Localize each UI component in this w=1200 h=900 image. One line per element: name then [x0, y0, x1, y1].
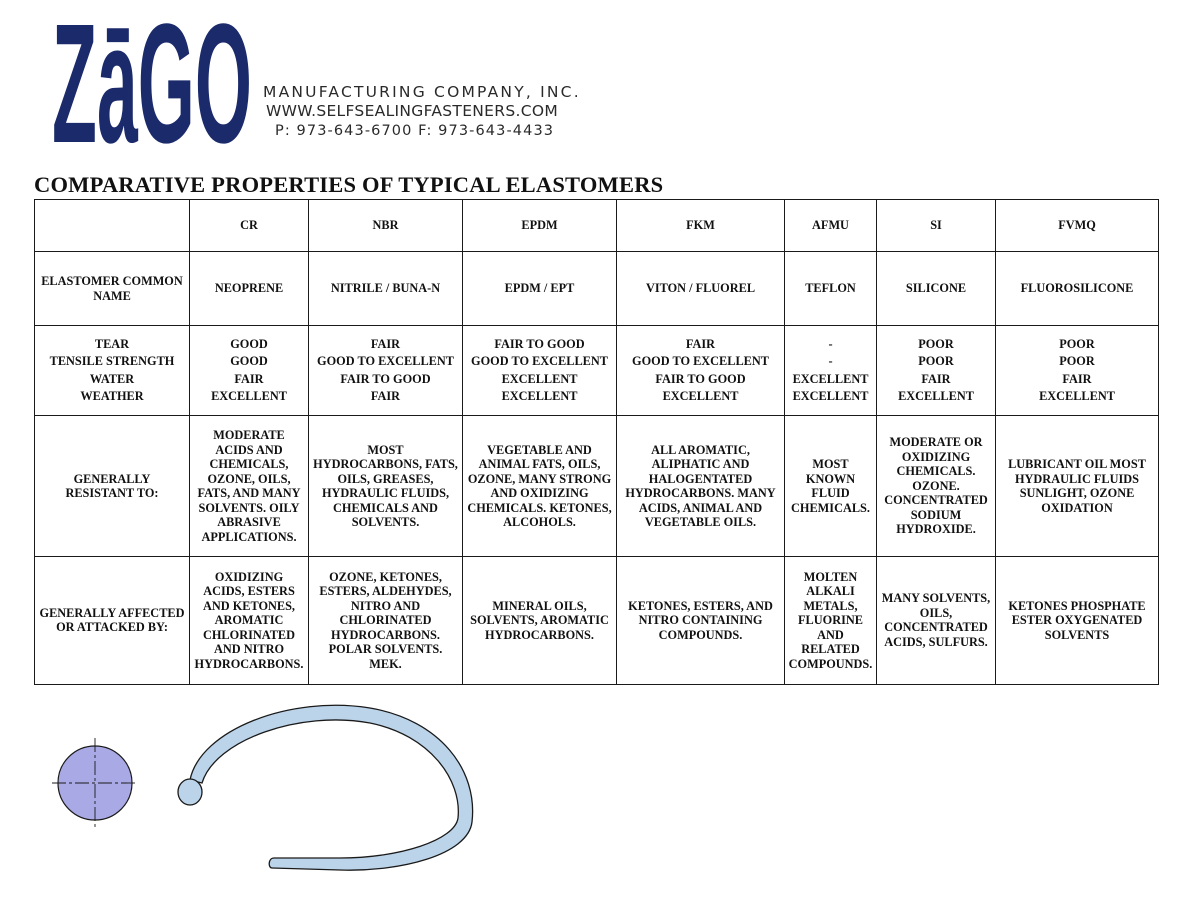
- affected-afmu: MOLTEN ALKALI METALS, FLUORINE AND RELATED COMPOUNDS.: [785, 556, 877, 684]
- common-name-fkm: VITON / FLUOREL: [617, 252, 785, 326]
- split-ring-end: [178, 779, 202, 805]
- common-name-row: [35, 252, 1159, 326]
- si-tear: POOR: [918, 336, 954, 351]
- common-name-fvmq: FLUOROSILICONE: [996, 252, 1159, 326]
- company-name: MANUFACTURING COMPANY, INC.: [263, 83, 581, 101]
- fkm-tear: FAIR: [685, 336, 716, 351]
- column-header-si: SI: [877, 200, 996, 252]
- cr-water: FAIR: [234, 371, 264, 386]
- properties-fkm: [617, 326, 785, 416]
- epdm-water: EXCELLENT: [501, 371, 578, 386]
- resistant-si: MODERATE OR OXIDIZING CHEMICALS. OZONE. CONCENTRATED SODIUM HYDROXIDE.: [877, 416, 996, 556]
- row-label-common-name: ELASTOMER COMMON NAME: [35, 252, 190, 326]
- header-row: [35, 200, 1159, 252]
- resistant-cr: MODERATE ACIDS AND CHEMICALS, OZONE, OILS, FATS, AND MANY SOLVENTS. OILY ABRASIVE APPLICATIONS.: [190, 416, 309, 556]
- si-tensile: POOR: [918, 354, 954, 369]
- cr-tensile: GOOD: [230, 354, 268, 369]
- cr-tear: GOOD: [230, 336, 268, 351]
- company-website: WWW.SELFSEALINGFASTENERS.COM: [266, 102, 559, 120]
- resistant-afmu: MOST KNOWN FLUID CHEMICALS.: [785, 416, 877, 556]
- resistant-epdm: VEGETABLE AND ANIMAL FATS, OILS, OZONE, MANY STRONG AND OXIDIZING CHEMICALS. KETONES, ALCOHOLS.: [463, 416, 617, 556]
- row-label-affected: GENERALLY AFFECTED OR ATTACKED BY:: [35, 556, 190, 684]
- fvmq-tensile: POOR: [1059, 354, 1095, 369]
- logo-text: ZāGO: [52, 8, 252, 146]
- label-weather: WEATHER: [80, 389, 144, 404]
- affected-epdm: MINERAL OILS, SOLVENTS, AROMATIC HYDROCARBONS.: [463, 556, 617, 684]
- affected-nbr: OZONE, KETONES, ESTERS, ALDEHYDES, NITRO AND CHLORINATED HYDROCARBONS. POLAR SOLVENTS. MEK.: [309, 556, 463, 684]
- affected-fkm: KETONES, ESTERS, AND NITRO CONTAINING COMPOUNDS.: [617, 556, 785, 684]
- fkm-weather: EXCELLENT: [662, 389, 739, 404]
- properties-fvmq: [996, 326, 1159, 416]
- zago-logo: [50, 8, 255, 146]
- afmu-tear: -: [828, 336, 833, 351]
- epdm-tensile: GOOD TO EXCELLENT: [471, 354, 608, 369]
- fkm-tensile: GOOD TO EXCELLENT: [632, 354, 769, 369]
- affected-row: [35, 556, 1159, 684]
- si-weather: EXCELLENT: [898, 389, 974, 404]
- column-header-fvmq: FVMQ: [996, 200, 1159, 252]
- common-name-cr: NEOPRENE: [190, 252, 309, 326]
- properties-si: [877, 326, 996, 416]
- split-ring-icon: [178, 705, 473, 870]
- oring-illustration: [40, 690, 500, 900]
- column-header-cr: CR: [190, 200, 309, 252]
- afmu-weather: EXCELLENT: [792, 389, 869, 404]
- properties-nbr: [309, 326, 463, 416]
- common-name-afmu: TEFLON: [785, 252, 877, 326]
- properties-row: [35, 326, 1159, 416]
- common-name-nbr: NITRILE / BUNA-N: [309, 252, 463, 326]
- fkm-water: FAIR TO GOOD: [655, 371, 746, 386]
- nbr-weather: FAIR: [370, 389, 401, 404]
- properties-cr: [190, 326, 309, 416]
- epdm-weather: EXCELLENT: [501, 389, 578, 404]
- fvmq-weather: EXCELLENT: [1039, 389, 1115, 404]
- column-header-nbr: NBR: [309, 200, 463, 252]
- company-info: [263, 82, 581, 141]
- label-water: WATER: [89, 371, 135, 386]
- column-header-fkm: FKM: [617, 200, 785, 252]
- company-phone-fax: P: 973-643-6700 F: 973-643-4433: [275, 123, 555, 139]
- resistant-row: [35, 416, 1159, 556]
- affected-cr: OXIDIZING ACIDS, ESTERS AND KETONES, AROMATIC CHLORINATED AND NITRO HYDROCARBONS.: [190, 556, 309, 684]
- row-label-properties: [35, 326, 190, 416]
- afmu-water: EXCELLENT: [792, 371, 869, 386]
- row-label-resistant: GENERALLY RESISTANT TO:: [35, 416, 190, 556]
- properties-afmu: [785, 326, 877, 416]
- affected-si: MANY SOLVENTS, OILS, CONCENTRATED ACIDS, SULFURS.: [877, 556, 996, 684]
- fvmq-tear: POOR: [1059, 336, 1095, 351]
- resistant-fvmq: LUBRICANT OIL MOST HYDRAULIC FLUIDS SUNLIGHT, OZONE OXIDATION: [996, 416, 1159, 556]
- epdm-tear: FAIR TO GOOD: [494, 336, 585, 351]
- column-header-blank: [35, 200, 190, 252]
- nbr-water: FAIR TO GOOD: [340, 371, 431, 386]
- label-tensile-strength: TENSILE STRENGTH: [49, 354, 175, 369]
- properties-epdm: [463, 326, 617, 416]
- fvmq-water: FAIR: [1062, 371, 1092, 386]
- nbr-tensile: GOOD TO EXCELLENT: [317, 354, 454, 369]
- affected-fvmq: KETONES PHOSPHATE ESTER OXYGENATED SOLVENTS: [996, 556, 1159, 684]
- column-header-afmu: AFMU: [785, 200, 877, 252]
- common-name-epdm: EPDM / EPT: [463, 252, 617, 326]
- split-ring-body: [190, 705, 473, 870]
- label-tear: TEAR: [94, 336, 130, 351]
- resistant-nbr: MOST HYDROCARBONS, FATS, OILS, GREASES, HYDRAULIC FLUIDS, CHEMICALS AND SOLVENTS.: [309, 416, 463, 556]
- common-name-si: SILICONE: [877, 252, 996, 326]
- cr-weather: EXCELLENT: [211, 389, 287, 404]
- document-title: COMPARATIVE PROPERTIES OF TYPICAL ELASTOMERS: [34, 172, 664, 197]
- column-header-epdm: EPDM: [463, 200, 617, 252]
- resistant-fkm: ALL AROMATIC, ALIPHATIC AND HALOGENTATED HYDROCARBONS. MANY ACIDS, ANIMAL AND VEGETABLE OILS.: [617, 416, 785, 556]
- afmu-tensile: -: [828, 354, 833, 369]
- cross-section-icon: [52, 738, 138, 828]
- si-water: FAIR: [921, 371, 951, 386]
- elastomer-properties-table: [34, 199, 1159, 685]
- nbr-tear: FAIR: [370, 336, 401, 351]
